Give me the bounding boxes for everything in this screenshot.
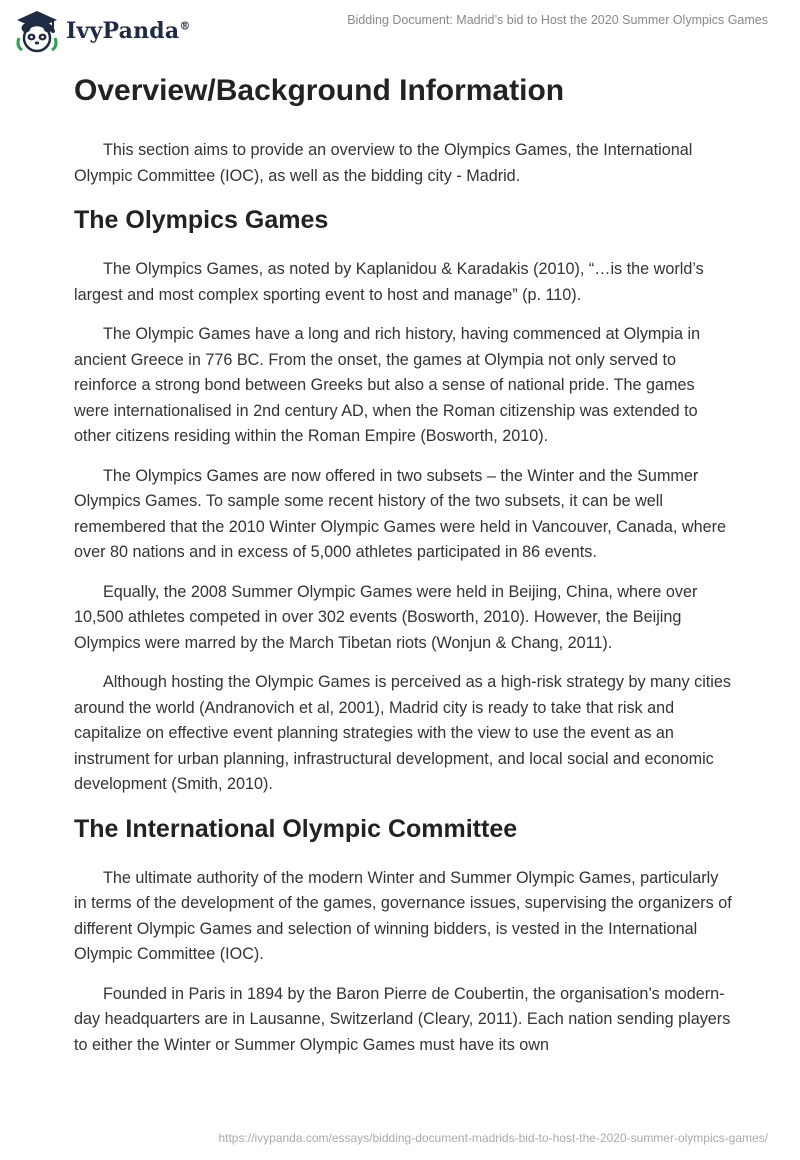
document-body [74, 70, 734, 1072]
section-heading-overview: Overview/Background Information [74, 74, 565, 107]
paragraph: The Olympic Games have a long and rich history, having commenced at Olympia in ancient Greece in 776 BC. From the onset, the games at Olympia not only served to reinforce a strong bond between Greeks but also a sense of national pride. The games were internationalised in 2nd century AD, when the Roman citizenship was extended to other citizens residing within the Roman Empire (Bosworth, 2010). [74, 325, 701, 445]
paragraph: Equally, the 2008 Summer Olympic Games were held in Beijing, China, where over 10,500 athletes competed in over 302 events (Bosworth, 2010). However, the Beijing Olympics were marred by the March Tibetan riots (Wonjun & Chang, 2011). [74, 582, 698, 652]
panda-graduate-icon [14, 8, 60, 54]
logo-wordmark: IvyPanda® [66, 18, 191, 44]
document-title: Bidding Document: Madrid’s bid to Host the 2020 Summer Olympics Games [347, 13, 768, 27]
paragraph: This section aims to provide an overview to the Olympics Games, the International Olympic Committee (IOC), as well as the bidding city - Madrid. [74, 141, 693, 185]
source-url-link[interactable]: https://ivypanda.com/essays/bidding-document-madrids-bid-to-host-the-2020-summer-olympics-games/ [218, 1131, 768, 1145]
page-header [0, 0, 800, 62]
ivypanda-logo[interactable] [14, 8, 191, 54]
paragraph: The Olympics Games, as noted by Kaplanidou & Karadakis (2010), “…is the world’s largest and most complex sporting event to host and manage” (p. 110). [74, 260, 704, 304]
paragraph: Founded in Paris in 1894 by the Baron Pierre de Coubertin, the organisation’s modern-day headquarters are in Lausanne, Switzerland (Cleary, 2011). Each nation sending players to either the Winter or Summer Olympic Games must have its own [74, 984, 731, 1054]
paragraph: The ultimate authority of the modern Winter and Summer Olympic Games, particularly in terms of the development of the games, governance issues, supervising the organizers of different Olympic Games and selection of winning bidders, is vested in the International Olympic Committee (IOC). [74, 868, 732, 963]
section-heading-ioc: The International Olympic Committee [74, 814, 518, 843]
paragraph: The Olympics Games are now offered in two subsets – the Winter and the Summer Olympics Games. To sample some recent history of the two subsets, it can be well remembered that the 2010 Winter Olympic Games were held in Vancouver, Canada, where over 80 nations and in excess of 5,000 athletes participated in 86 events. [74, 466, 727, 561]
paragraph: Although hosting the Olympic Games is perceived as a high-risk strategy by many cities around the world (Andranovich et al, 2001), Madrid city is ready to take that risk and capitalize on effective event planning strategies with the view to use the event as an instrument for urban planning, infrastructural development, and local social and economic development (Smith, 2010). [74, 673, 731, 793]
section-heading-olympics-games: The Olympics Games [74, 206, 329, 234]
